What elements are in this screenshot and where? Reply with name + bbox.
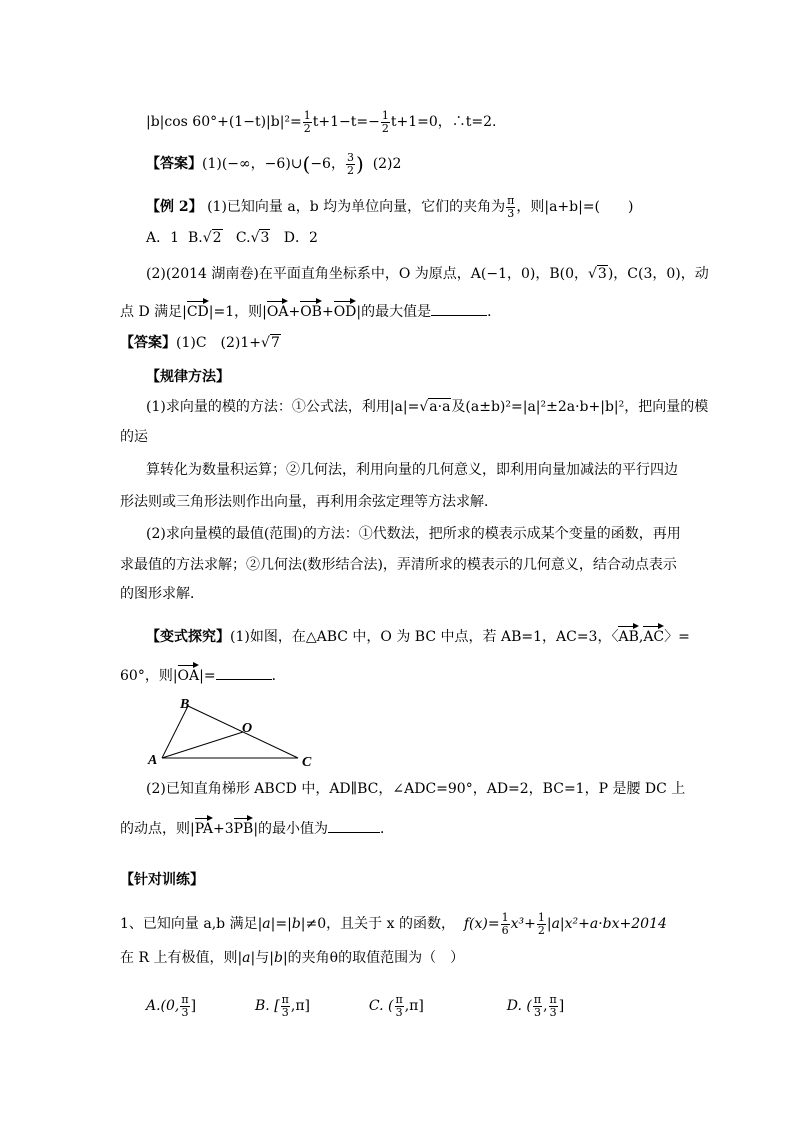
option-d: D．2 bbox=[283, 230, 318, 246]
option-d: D. ( $\frac{\pi}{3}$ , $\frac{\pi}{3}$ ] bbox=[506, 993, 565, 1019]
vector: PA bbox=[195, 817, 213, 836]
answer-blank bbox=[216, 679, 272, 680]
vector: OA bbox=[267, 300, 289, 319]
label-b: B bbox=[180, 697, 190, 712]
variant-question: 【变式探究】(1)如图，在△ABC 中，O 为 BC 中点，若 AB=1，AC=3，〈AB,AC〉= bbox=[146, 625, 690, 644]
side-ab bbox=[162, 706, 188, 758]
option-c: C. ( $\frac{\pi}{3}$ ,π] bbox=[368, 993, 424, 1019]
question-1-cont: 在 R 上有极值，则|a|与|b|的夹角θ的取值范围为（ ） bbox=[120, 950, 465, 966]
fraction: $\frac{1}{2}$ bbox=[303, 109, 311, 135]
variant-question-2-cont: 的动点，则|PA+3PB|的最小值为 ． bbox=[120, 817, 394, 836]
fraction: $\frac{\pi}{3}$ bbox=[549, 993, 557, 1019]
example-2-options: A．1 B.√2 C.√3 D．2 bbox=[146, 230, 318, 246]
vector: OD bbox=[334, 300, 357, 319]
fraction: $\frac{1}{2}$ bbox=[537, 911, 545, 937]
solution-line: |b|cos 60°+(1−t)|b|²= $\frac{1}{2}$ t+1−t=− $\frac{1}{2}$ t+1=0，∴t=2. bbox=[146, 109, 497, 135]
option-a: A．1 bbox=[146, 230, 180, 246]
example-2-question: 【例 2】 (1)已知向量 a，b 均为单位向量，它们的夹角为 $\frac{\pi}{3}$ ，则|a+b|=( ) bbox=[146, 194, 634, 220]
method-line-3: 算转化为数量积运算；②几何法，利用向量的几何意义，即利用向量加减法的平行四边 bbox=[146, 462, 678, 478]
fraction: $\frac{1}{6}$ bbox=[501, 911, 509, 937]
method-line-4: 形法则或三角形法则作出向量，再利用余弦定理等方法求解． bbox=[120, 494, 498, 510]
question-1: 1、已知向量 a,b 满足|a|=|b|≠0，且关于 x 的函数， f(x)= $\frac{1}{6}$ x³+ $\frac{1}{2}$ |a|x²+a·bx+2014 bbox=[120, 911, 667, 937]
training-title: 【针对训练】 bbox=[120, 872, 204, 888]
answer-blank bbox=[328, 832, 380, 833]
vector: AC bbox=[643, 625, 664, 644]
option-a: A.(0, $\frac{\pi}{3}$ ] bbox=[146, 993, 197, 1019]
vector: CD bbox=[187, 300, 209, 319]
fraction: $\frac{\pi}{3}$ bbox=[533, 993, 542, 1019]
method-line-7: 的图形求解． bbox=[120, 586, 204, 602]
method-line-6: 求最值的方法求解；②几何法(数形结合法)，弄清所求的模表示的几何意义，结合动点表示 bbox=[120, 557, 677, 573]
method-line-1: (1)求向量的模的方法：①公式法，利用|a|=√a·a及(a±b)²=|a|²±2a·b+|b|²，把向量的模 bbox=[146, 399, 709, 415]
option-b: B. [ $\frac{\pi}{3}$ ,π] bbox=[255, 993, 311, 1019]
fraction: $\frac{\pi}{3}$ bbox=[281, 993, 289, 1019]
fraction: $\frac{\pi}{3}$ bbox=[181, 993, 189, 1019]
variant-question-2: (2)已知直角梯形 ABCD 中，AD∥BC，∠ADC=90°，AD=2，BC=1，P 是腰 DC 上 bbox=[146, 781, 686, 797]
fraction: $\frac{\pi}{3}$ bbox=[395, 993, 403, 1019]
fraction: $\frac{\pi}{3}$ bbox=[507, 194, 515, 220]
option-b: B. bbox=[187, 230, 203, 246]
answer-line: 【答案】(1)(−∞，−6)∪(−6， $\frac{3}{2}$ ) (2)2 bbox=[146, 151, 402, 177]
median-ao bbox=[162, 732, 243, 758]
vector: OB bbox=[300, 300, 322, 319]
method-line-5: (2)求向量模的最值(范围)的方法：①代数法，把所求的模表示成某个变量的函数，再用 bbox=[146, 526, 681, 542]
example-2-part-2-cont: 点 D 满足|CD|=1，则|OA+OB+OD|的最大值是 ． bbox=[120, 300, 501, 319]
answer-line-2: 【答案】(1)C (2)1+√7 bbox=[120, 335, 280, 351]
vector: PB bbox=[234, 817, 254, 836]
fraction: $\frac{3}{2}$ bbox=[346, 151, 354, 177]
option-c: C. bbox=[235, 230, 251, 246]
label-o: O bbox=[242, 721, 253, 736]
triangle-figure bbox=[140, 692, 330, 772]
vector: OA bbox=[178, 664, 200, 683]
example-2-part-2: (2)(2014 湖南卷)在平面直角坐标系中，O 为原点，A(−1，0)，B(0，√3)，C(3，0)，动 bbox=[146, 266, 709, 282]
fraction: $\frac{1}{2}$ bbox=[381, 109, 389, 135]
label-c: C bbox=[302, 755, 312, 770]
question-1-options bbox=[146, 994, 564, 1018]
variant-question-cont: 60°，则|OA|= ． bbox=[120, 664, 286, 683]
answer-blank bbox=[431, 315, 487, 316]
method-title: 【规律方法】 bbox=[146, 369, 230, 385]
vector: AB bbox=[618, 625, 638, 644]
label-a: A bbox=[148, 753, 158, 768]
method-line-2: 的运 bbox=[120, 429, 148, 445]
